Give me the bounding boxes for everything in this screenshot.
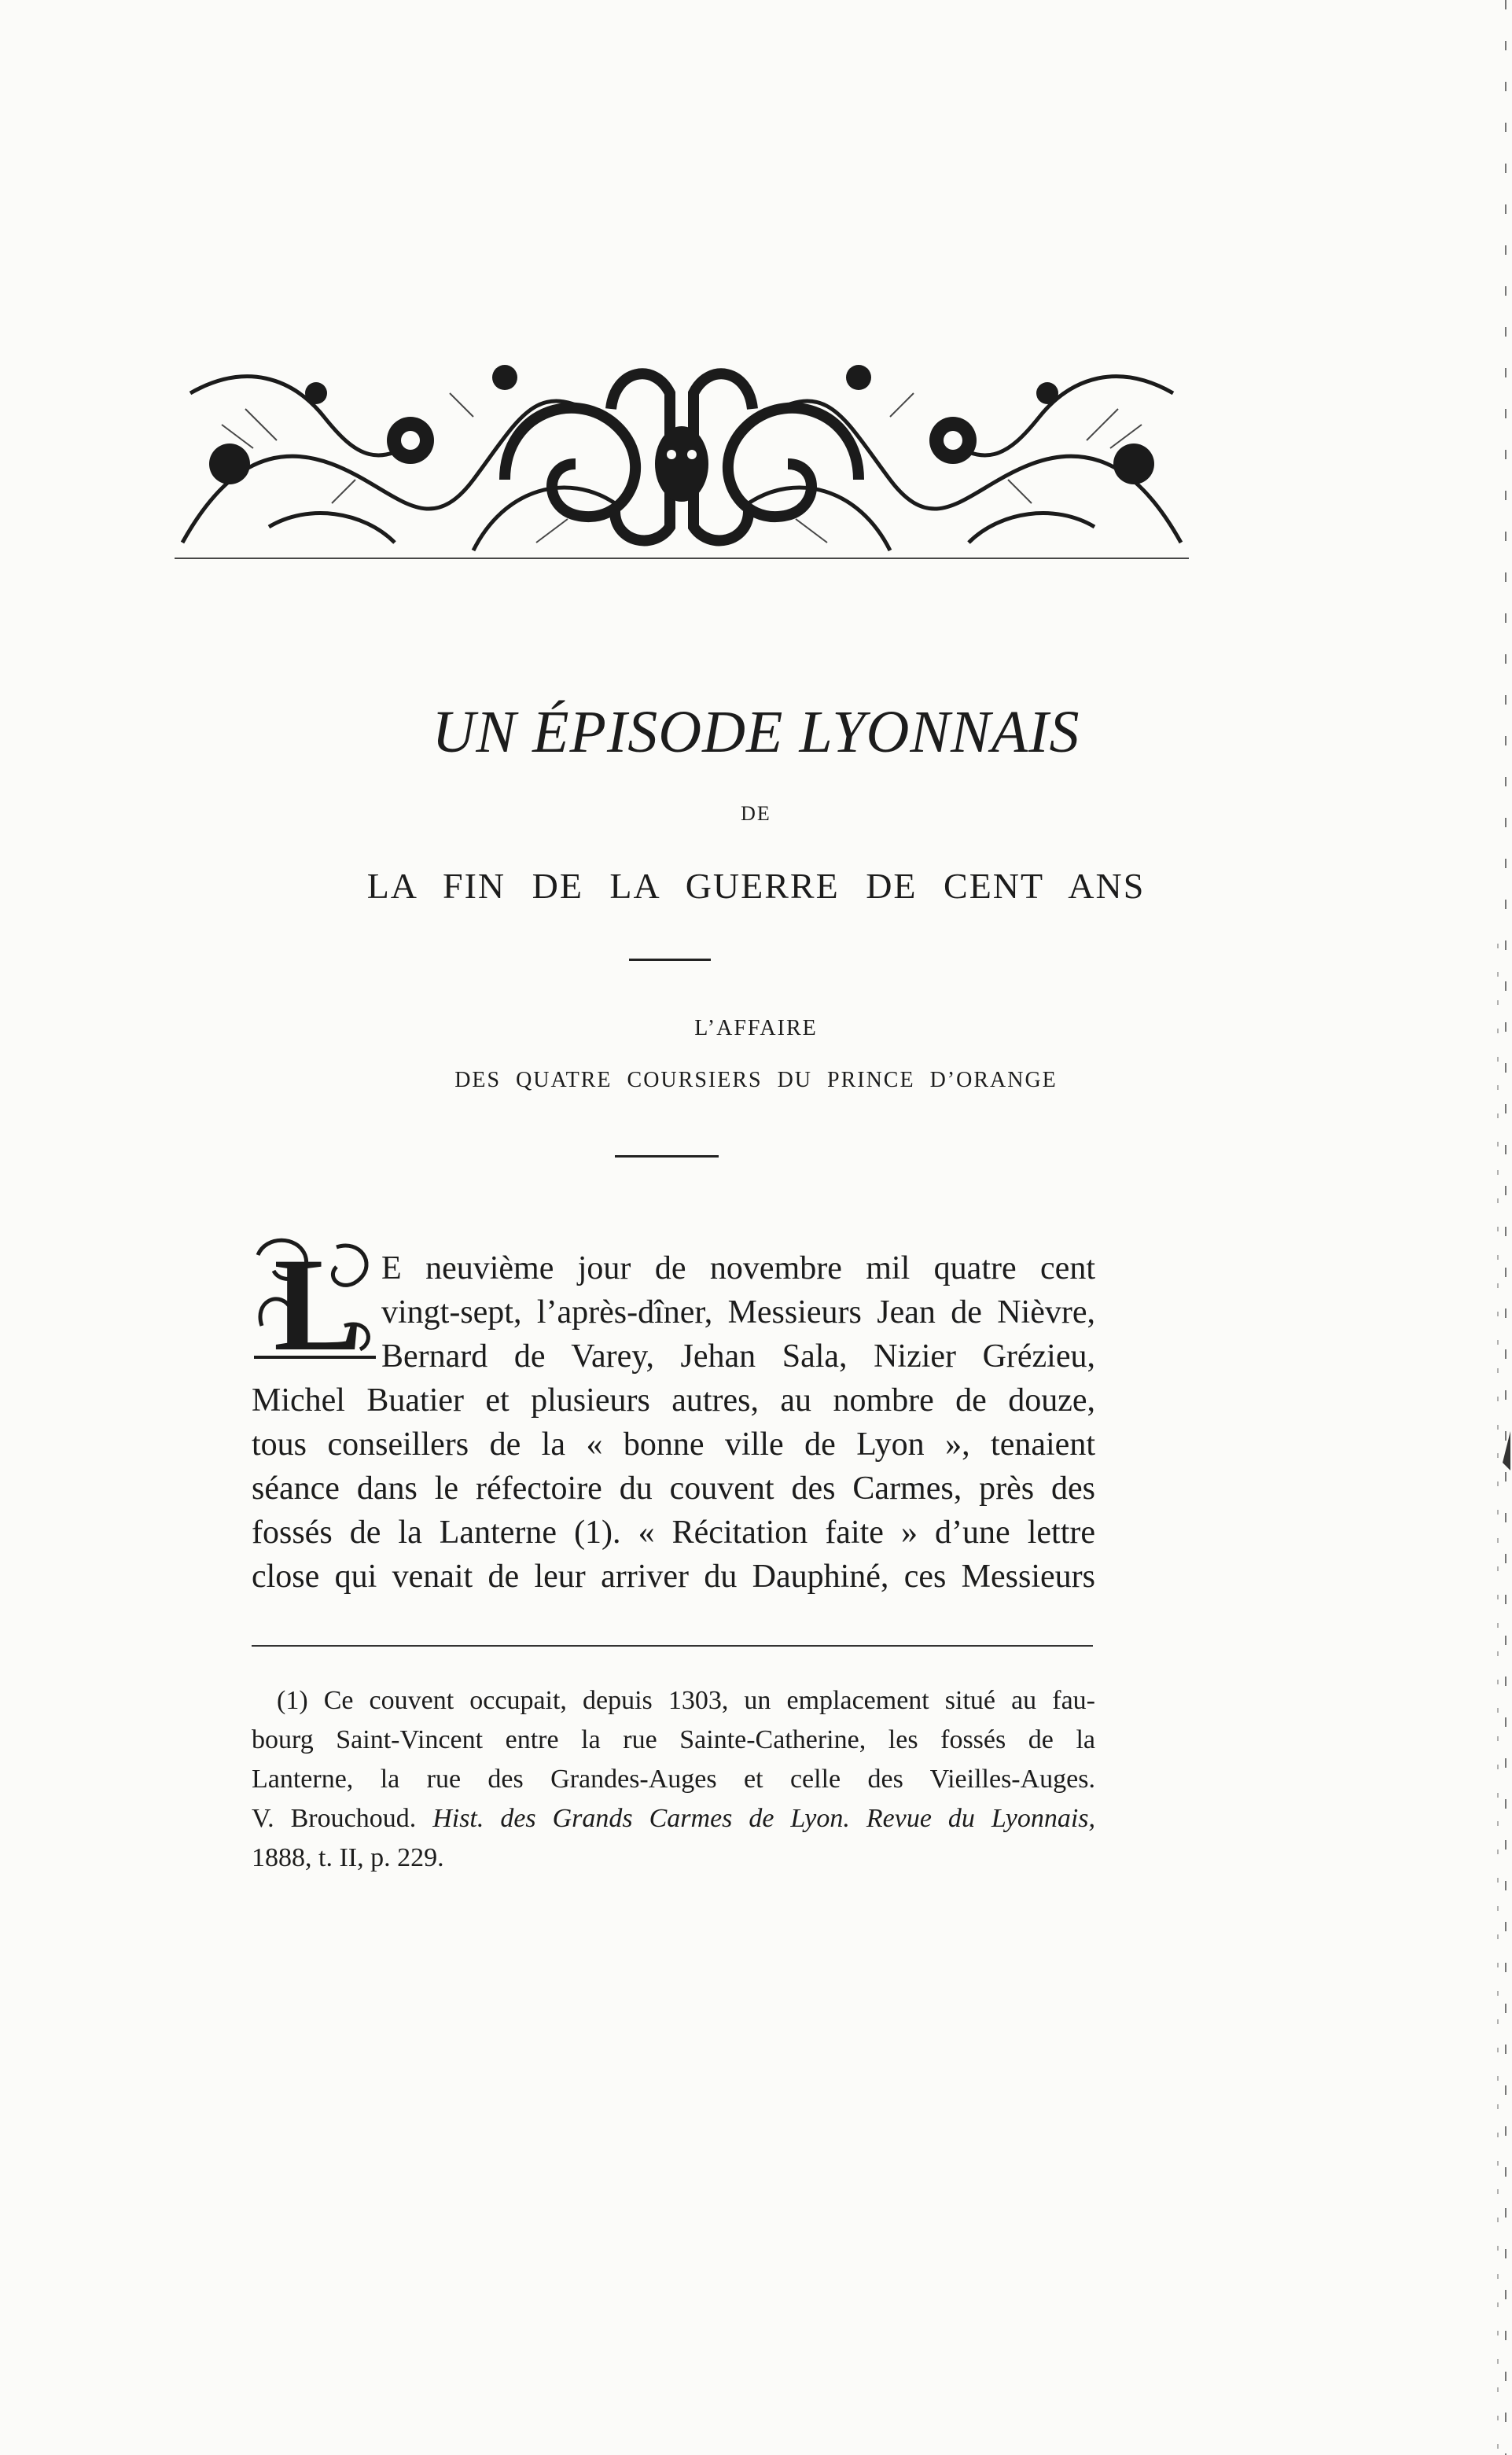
footnote-reference: Revue du Lyonnais,: [866, 1804, 1096, 1833]
body-line: E neuvième jour de novembre mil quatre cent: [381, 1250, 1095, 1286]
body-line: Michel Buatier et plusieurs autres, au nombre de douze,: [252, 1382, 1095, 1419]
footnote-line: bourg Saint-Vincent entre la rue Sainte-Catherine, les fossés de la: [252, 1725, 1095, 1754]
page-subtitle: LA FIN DE LA GUERRE DE CENT ANS: [366, 866, 1146, 906]
footnote-line: 1888, t. II, p. 229.: [252, 1843, 444, 1872]
body-line: séance dans le réfectoire du couvent des Carmes, près des: [252, 1470, 1095, 1507]
body-line: close qui venait de leur arriver du Dauphiné, ces Messieurs: [252, 1559, 1095, 1595]
divider-rule: [629, 959, 711, 961]
dropcap-letter-icon: [250, 1231, 379, 1360]
footnote-rule: [252, 1645, 1093, 1647]
title-conjunction: DE: [741, 802, 771, 825]
footnote-line: (1) Ce couvent occupait, depuis 1303, un emplacement situé au fau-: [277, 1686, 1095, 1715]
page-title: UN ÉPISODE LYONNAIS: [432, 699, 1080, 765]
divider-rule: [615, 1155, 719, 1158]
footnote-author: V. Brouchoud.: [252, 1804, 417, 1833]
section-subheading: DES QUATRE COURSIERS DU PRINCE D’ORANGE: [454, 1068, 1058, 1092]
body-line: tous conseillers de la « bonne ville de Lyon », tenaient: [252, 1426, 1095, 1463]
body-line: fossés de la Lanterne (1). « Récitation faite » d’une lettre: [252, 1515, 1095, 1551]
footnote-line: [252, 1805, 1095, 1832]
ornamental-headpiece-icon: [175, 346, 1189, 566]
footnote-line: Lanterne, la rue des Grandes-Auges et celle des Vieilles-Auges.: [252, 1765, 1095, 1794]
section-heading: L’AFFAIRE: [694, 1016, 818, 1040]
footnote-reference: Hist. des Grands Carmes de Lyon.: [432, 1804, 850, 1833]
scan-edge-artifact: [1488, 0, 1512, 2455]
dropcap-letter: L: [274, 1231, 363, 1360]
body-line: Bernard de Varey, Jehan Sala, Nizier Grézieu,: [381, 1338, 1095, 1375]
body-line: vingt-sept, l’après-dîner, Messieurs Jean de Nièvre,: [381, 1294, 1095, 1331]
